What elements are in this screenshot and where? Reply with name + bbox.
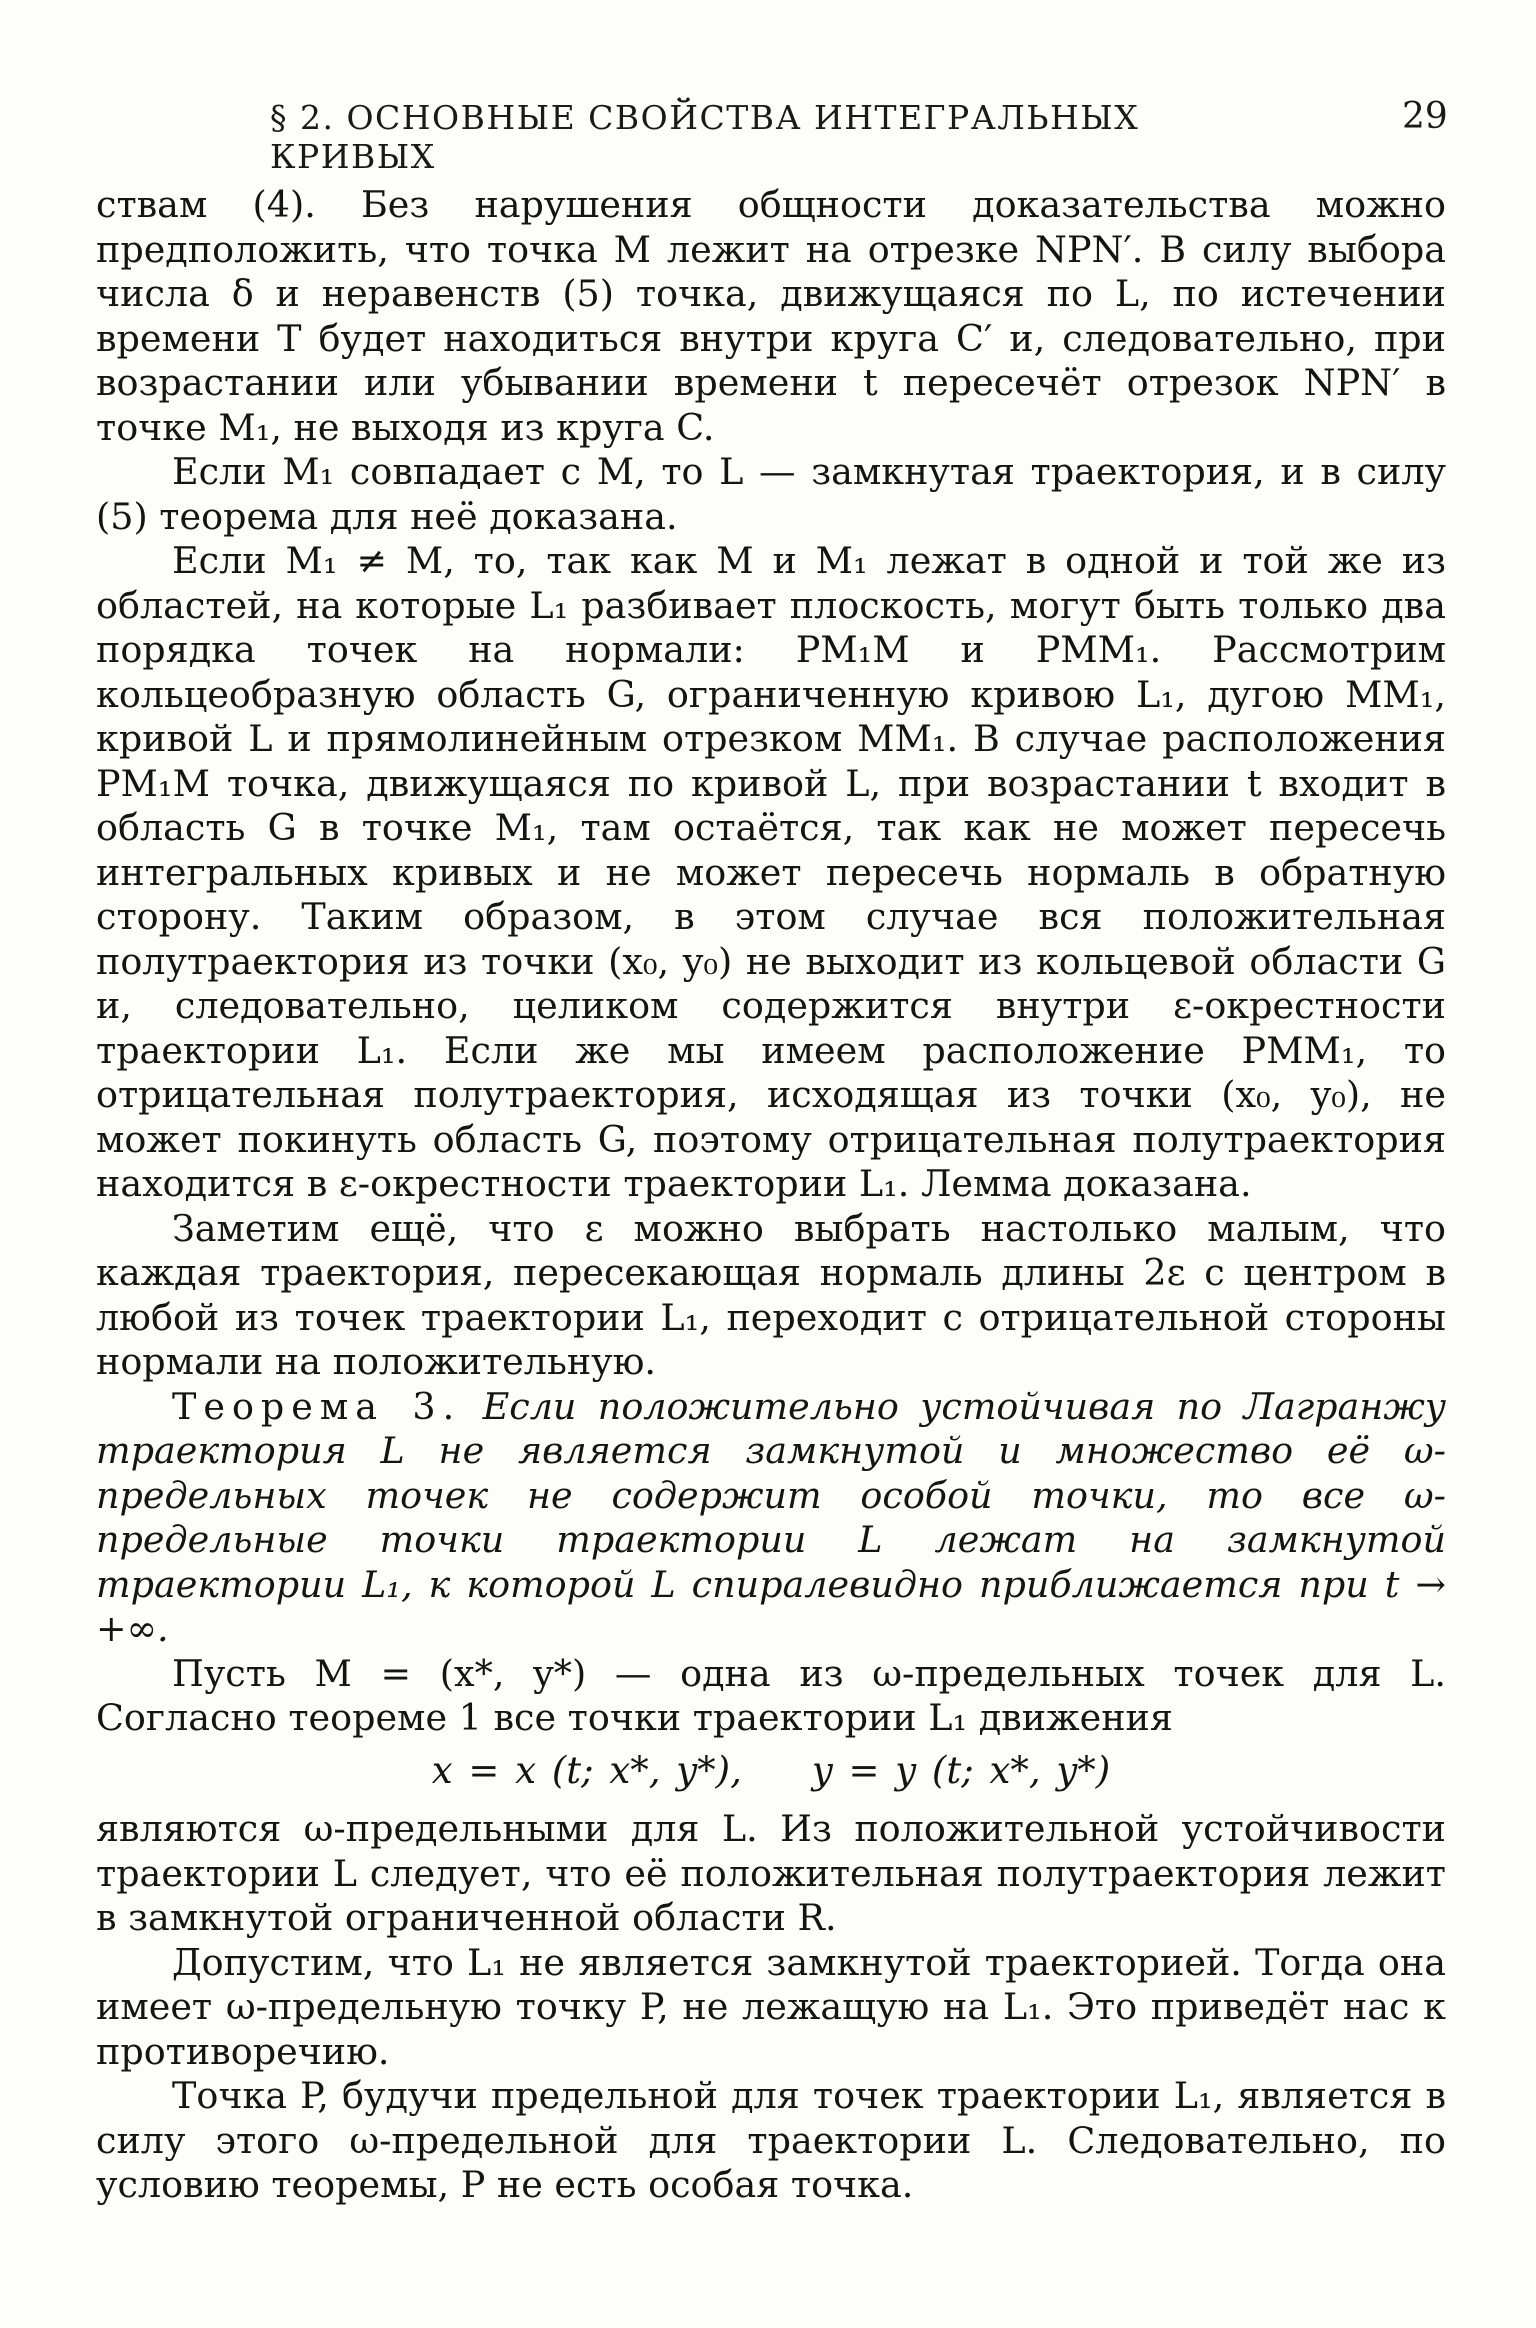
theorem-statement: Если положительно устойчивая по Лагранжу траектория L не является замкнутой и множество её ω-предельных точек не содержит особой точки, то все ω-предельные точки траектории L лежат на замкнутой траектории L₁, к которой L спиралевидно приближается при t → +∞. bbox=[96, 1384, 1447, 1650]
paragraph-assumption: Допустим, что L₁ не является замкнутой траекторией. Тогда она имеет ω-предельную точку P, не лежащую на L₁. Это приведёт нас к противоречию. bbox=[96, 1940, 1446, 2073]
theorem-3 bbox=[96, 1385, 1446, 1652]
theorem-label: Теорема 3. bbox=[172, 1384, 462, 1428]
page-number: 29 bbox=[1402, 96, 1448, 137]
paragraph-lemma-proof: Если M₁ ≠ M, то, так как M и M₁ лежат в одной и той же из областей, на которые L₁ разбивает плоскость, могут быть только два порядка точек на нормали: PM₁M и PMM₁. Рассмотрим кольцеобразную область G, ограниченную кривою L₁, дугою MM₁, кривой L и прямолинейным отрезком MM₁. В случае расположения PM₁M точка, движущаяся по кривой L, при возрастании t входит в область G в точке M₁, там остаётся, так как не может пересечь интегральных кривых и не может пересечь нормаль в обратную сторону. Таким образом, в этом случае вся положительная полутраектория из точки (x₀, y₀) не выходит из кольцевой области G и, следовательно, целиком содержится внутри ε-окрестности траектории L₁. Если же мы имеем расположение PMM₁, то отрицательная полутраектория, исходящая из точки (x₀, y₀), не может покинуть область G, поэтому отрицательная полутраектория находится в ε-окрестности траектории L₁. Лемма доказана. bbox=[96, 539, 1446, 1205]
formula-y: y = y (t; x*, y*) bbox=[811, 1748, 1111, 1792]
paragraph-proof-start: Пусть M = (x*, y*) — одна из ω-предельных точек для L. Согласно теореме 1 все точки траектории L₁ движения bbox=[96, 1651, 1446, 1739]
paragraph-omega-limit: являются ω-предельными для L. Из положительной устойчивости траектории L следует, что её положительная полутраектория лежит в замкнутой ограниченной области R. bbox=[96, 1807, 1446, 1939]
paragraph-continuation: ствам (4). Без нарушения общности доказательства можно предположить, что точка M лежит на отрезке NPN′. В силу выбора числа δ и неравенств (5) точка, движущаяся по L, по истечении времени T будет находиться внутри круга C′ и, следовательно, при возрастании или убывании времени t пересечёт отрезок NPN′ в точке M₁, не выходя из круга C. bbox=[96, 183, 1446, 449]
display-formula bbox=[96, 1749, 1446, 1794]
body-text bbox=[96, 183, 1446, 2208]
paragraph-closed-trajectory: Если M₁ совпадает с M, то L — замкнутая траектория, и в силу (5) теорема для неё доказана. bbox=[96, 450, 1446, 538]
running-header: § 2. ОСНОВНЫЕ СВОЙСТВА ИНТЕГРАЛЬНЫХ КРИВЫХ bbox=[270, 98, 1140, 176]
formula-x: x = x (t; x*, y*), bbox=[431, 1748, 742, 1792]
paragraph-remark: Заметим ещё, что ε можно выбрать настолько малым, что каждая траектория, пересекающая нормаль длины 2ε с центром в любой из точек траектории L₁, переходит с отрицательной стороны нормали на положительную. bbox=[96, 1206, 1446, 1383]
paragraph-point-p: Точка P, будучи предельной для точек траектории L₁, является в силу этого ω-предельной для траектории L. Следовательно, по условию теоремы, P не есть особая точка. bbox=[96, 2074, 1446, 2206]
